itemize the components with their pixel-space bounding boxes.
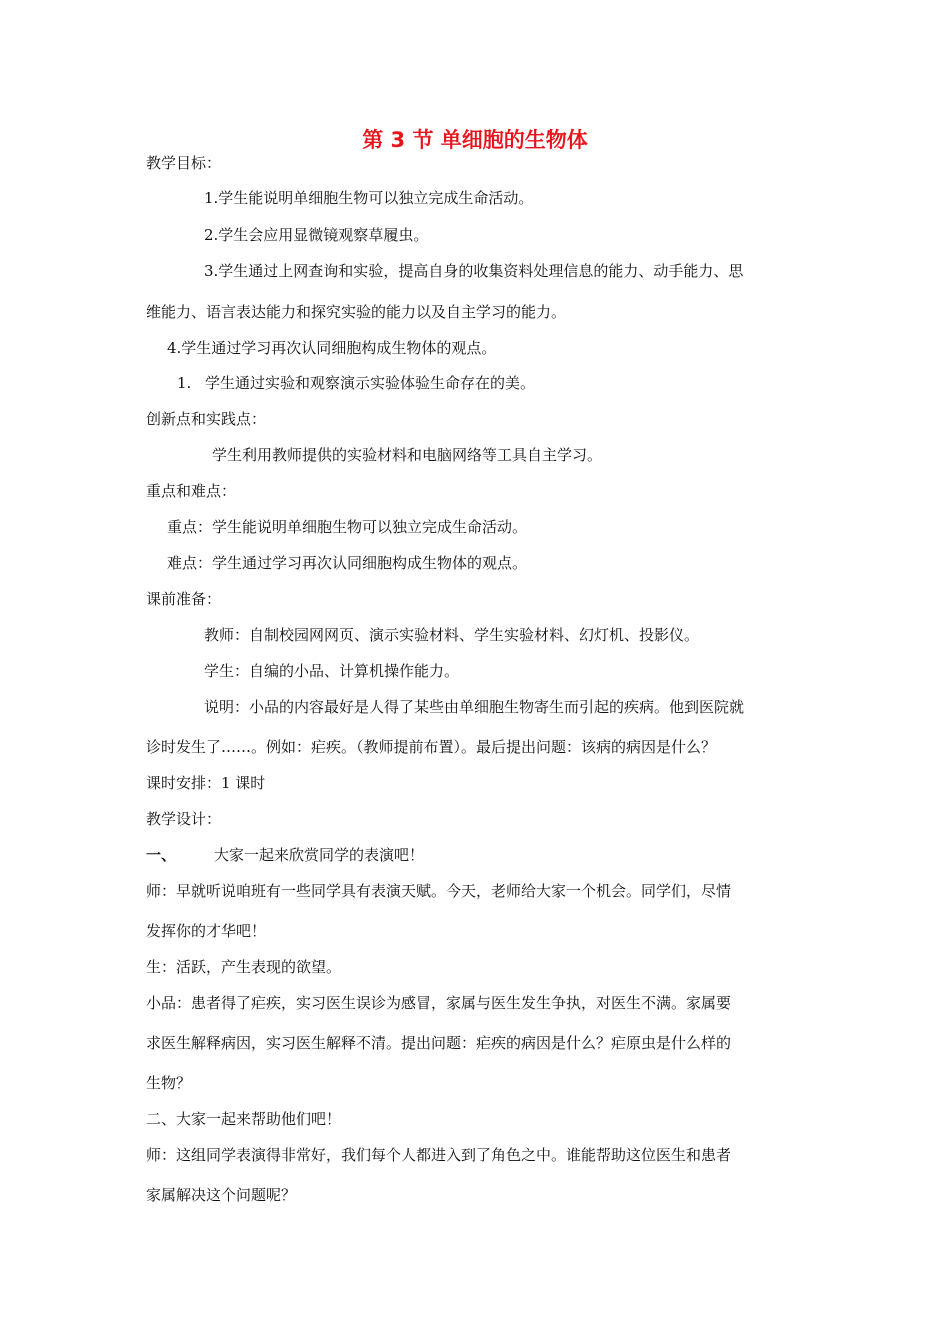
innovation-heading: 创新点和实践点： <box>146 410 267 428</box>
schedule: 课时安排：1 课时 <box>146 774 266 792</box>
difficult-point: 难点：学生通过学习再次认同细胞构成生物体的观点。 <box>167 554 528 572</box>
section-1-number: 一、 <box>146 846 177 864</box>
document-title: 第 3 节 单细胞的生物体 <box>362 128 588 152</box>
preparation-student: 学生：自编的小品、计算机操作能力。 <box>204 662 460 680</box>
teacher-1-line-1: 师：早就听说咱班有一些同学具有表演天赋。今天，老师给大家一个机会。同学们，尽情 <box>146 882 732 900</box>
objective-item-3-line-2: 维能力、语言表达能力和探究实验的能力以及自主学习的能力。 <box>146 303 567 321</box>
keypoints-heading: 重点和难点： <box>146 482 237 500</box>
preparation-heading: 课前准备： <box>146 590 222 608</box>
skit-line-2: 求医生解释病因，实习医生解释不清。提出问题：疟疾的病因是什么？疟原虫是什么样的 <box>146 1034 732 1052</box>
section-2-heading: 二、大家一起来帮助他们吧！ <box>146 1110 342 1128</box>
section-1-title: 大家一起来欣赏同学的表演吧！ <box>214 846 425 864</box>
objective-item-5 <box>177 373 535 393</box>
key-point: 重点：学生能说明单细胞生物可以独立完成生命活动。 <box>167 518 528 536</box>
objectives-heading: 教学目标： <box>146 154 222 172</box>
objective-item-3-line-1: 3.学生通过上网查询和实验，提高自身的收集资料处理信息的能力、动手能力、思 <box>204 262 744 280</box>
objective-item-5-number: 1. <box>177 374 192 392</box>
student-1: 生：活跃，产生表现的欲望。 <box>146 958 342 976</box>
preparation-teacher: 教师：自制校园网网页、演示实验材料、学生实验材料、幻灯机、投影仪。 <box>204 626 700 644</box>
preparation-note-line-1: 说明：小品的内容最好是人得了某些由单细胞生物寄生而引起的疾病。他到医院就 <box>204 698 745 716</box>
section-1-heading <box>146 845 424 865</box>
preparation-note-line-2: 诊时发生了……。例如：疟疾。（教师提前布置）。最后提出问题：该病的病因是什么？ <box>146 738 717 756</box>
objective-item-5-text: 学生通过实验和观察演示实验体验生命存在的美。 <box>205 374 536 392</box>
teacher-2-line-1: 师：这组同学表演得非常好，我们每个人都进入到了角色之中。谁能帮助这位医生和患者 <box>146 1146 732 1164</box>
skit-line-3: 生物？ <box>146 1074 192 1092</box>
design-heading: 教学设计： <box>146 810 222 828</box>
teacher-1-line-2: 发挥你的才华吧！ <box>146 922 267 940</box>
objective-item-1: 1.学生能说明单细胞生物可以独立完成生命活动。 <box>204 189 534 207</box>
objective-item-2: 2.学生会应用显微镜观察草履虫。 <box>204 226 429 244</box>
objective-item-4: 4.学生通过学习再次认同细胞构成生物体的观点。 <box>167 339 497 357</box>
innovation-text: 学生利用教师提供的实验材料和电脑网络等工具自主学习。 <box>212 446 603 464</box>
teacher-2-line-2: 家属解决这个问题呢？ <box>146 1186 297 1204</box>
skit-line-1: 小品：患者得了疟疾，实习医生误诊为感冒，家属与医生发生争执，对医生不满。家属要 <box>146 994 732 1012</box>
